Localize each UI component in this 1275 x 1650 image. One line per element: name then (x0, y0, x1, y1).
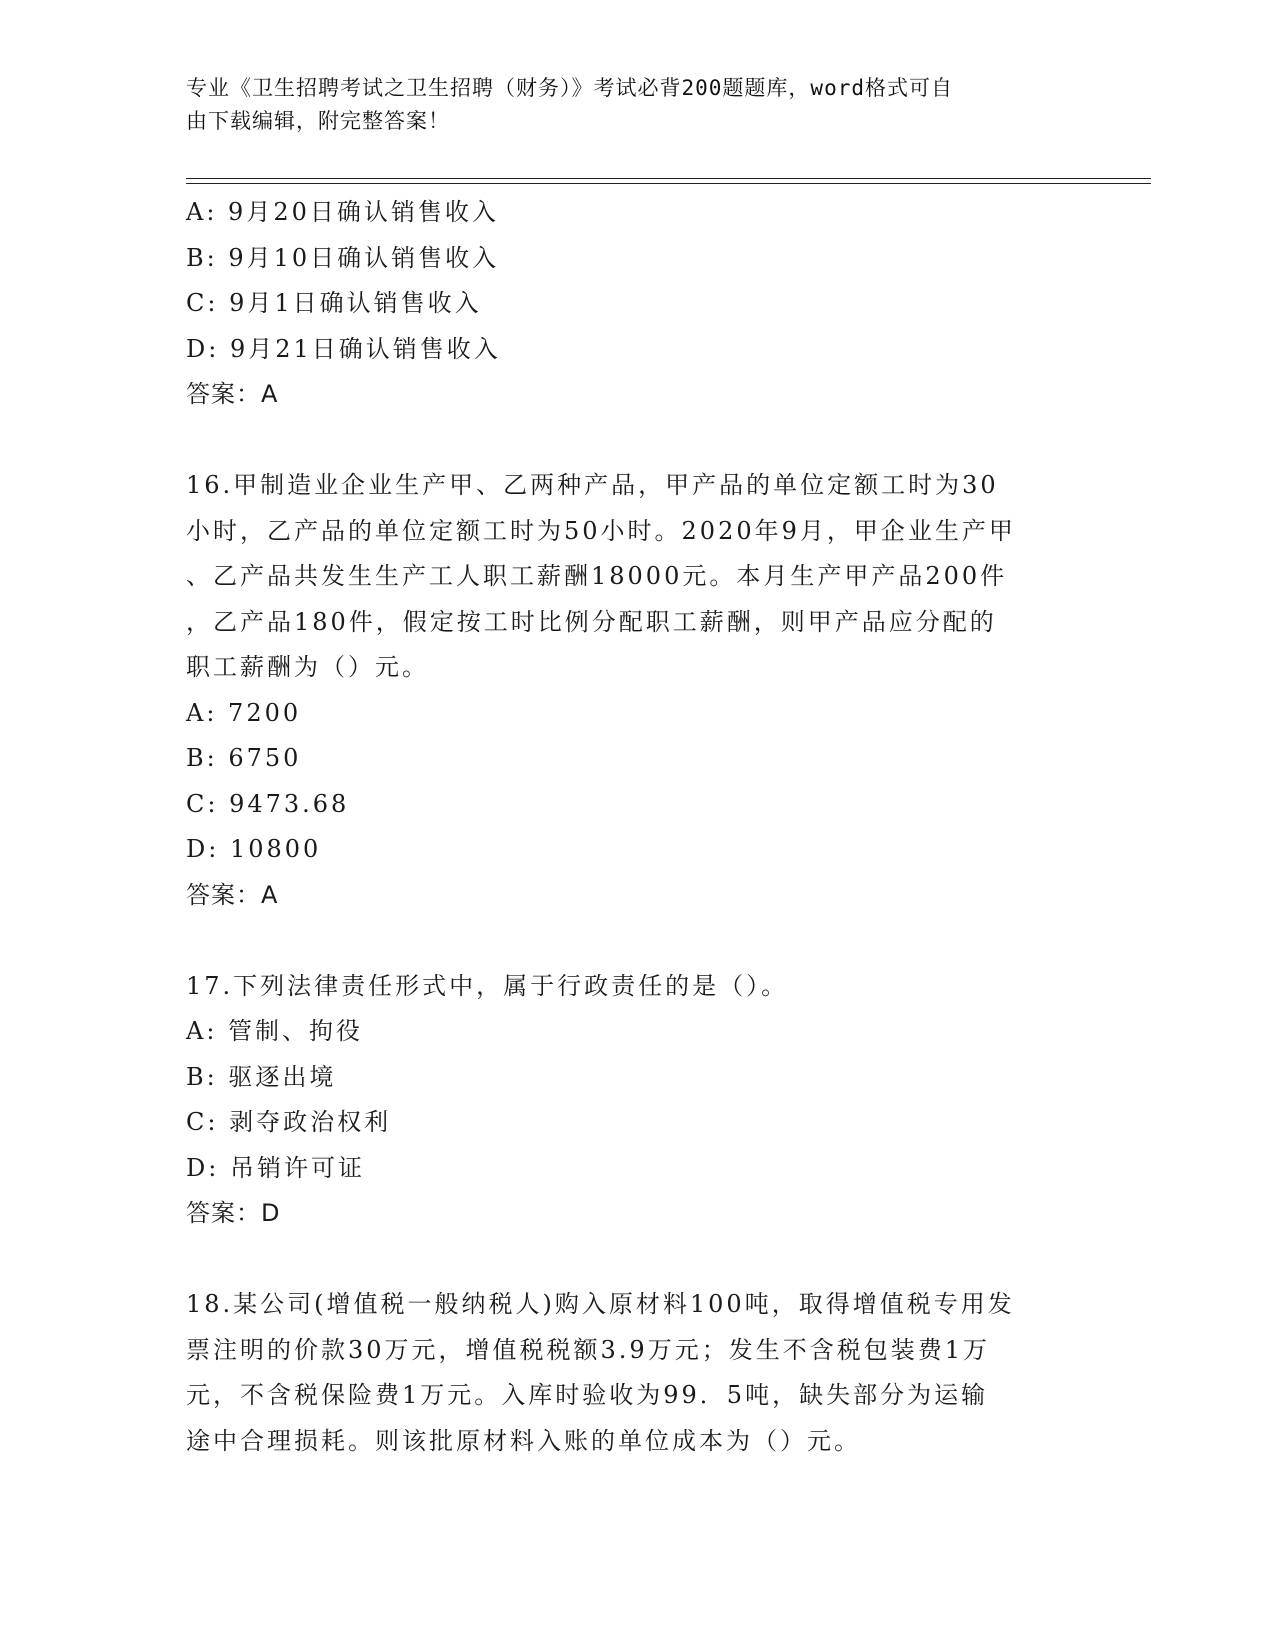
option-c: C: 剥夺政治权利 (186, 1108, 392, 1136)
question-text-line: 17.下列法律责任形式中，属于行政责任的是（）。 (186, 971, 789, 1000)
question-17 (186, 964, 1086, 1237)
question-text-line: 票注明的价款30万元，增值税税额3.9万元；发生不含税包装费1万 (186, 1335, 990, 1364)
option-b: B: 6750 (186, 744, 302, 772)
question-text-line: 职工薪酬为（）元。 (186, 653, 429, 681)
question-text-line: 、乙产品共发生生产工人职工薪酬18000元。本月生产甲产品200件 (186, 562, 1008, 590)
question-text-line: 16.甲制造业企业生产甲、乙两种产品，甲产品的单位定额工时为30 (186, 471, 999, 499)
option-a: A: 管制、拘役 (186, 1017, 364, 1045)
option-d: D: 吊销许可证 (186, 1153, 365, 1182)
document-header (186, 72, 1066, 138)
spacer (186, 918, 1086, 964)
answer: 答案：A (186, 880, 279, 909)
document-body (186, 190, 1086, 1464)
option-b: B: 9月10日确认销售收入 (186, 243, 500, 272)
option-b: B: 驱逐出境 (186, 1062, 337, 1091)
question-text-line: 18.某公司(增值税一般纳税人)购入原材料100吨，取得增值税专用发 (186, 1290, 1015, 1318)
option-c: C: 9473.68 (186, 789, 350, 818)
header-rule-top (186, 178, 1151, 179)
header-line-1: 专业《卫生招聘考试之卫生招聘（财务）》考试必背200题题库，word格式可自 (186, 76, 953, 100)
question-text-line: 途中合理损耗。则该批原材料入账的单位成本为（）元。 (186, 1426, 861, 1455)
option-d: D: 10800 (186, 835, 322, 863)
header-rule-bottom (186, 183, 1151, 184)
question-text-line: 小时，乙产品的单位定额工时为50小时。2020年9月，甲企业生产甲 (186, 516, 1016, 545)
question-15 (186, 190, 1086, 418)
spacer (186, 418, 1086, 464)
answer: 答案：D (186, 1199, 281, 1227)
option-a: A: 7200 (186, 698, 302, 727)
spacer (186, 1237, 1086, 1283)
question-18 (186, 1282, 1086, 1464)
option-d: D: 9月21日确认销售收入 (186, 334, 501, 363)
header-line-2: 由下载编辑，附完整答案！ (186, 109, 450, 133)
option-c: C: 9月1日确认销售收入 (186, 289, 482, 317)
option-a: A: 9月20日确认销售收入 (186, 198, 499, 226)
question-16 (186, 463, 1086, 918)
answer: 答案：A (186, 380, 279, 408)
question-text-line: ，乙产品180件，假定按工时比例分配职工薪酬，则甲产品应分配的 (186, 607, 997, 636)
question-text-line: 元，不含税保险费1万元。入库时验收为99．5吨，缺失部分为运输 (186, 1381, 989, 1409)
